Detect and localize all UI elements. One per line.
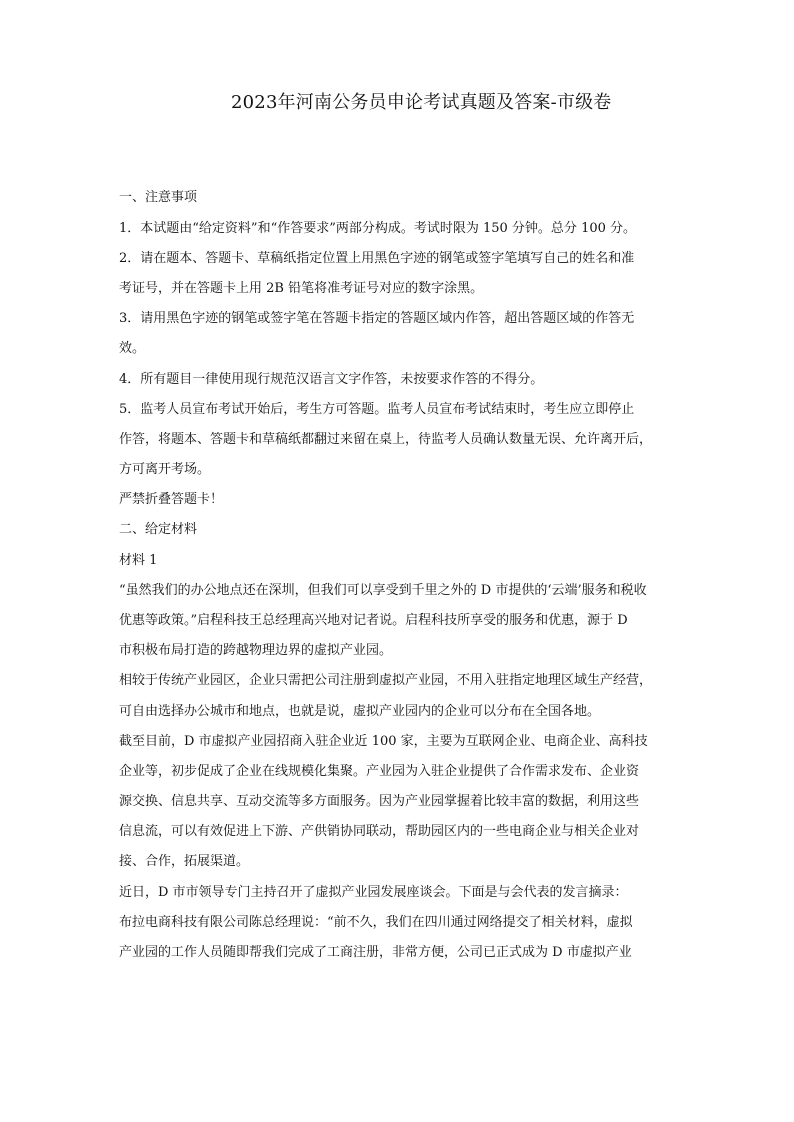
paragraph-line: 截至目前，D 市虚拟产业园招商入驻企业近 100 家，主要为互联网企业、电商企业、高科技 [119,734,648,749]
paragraph-line: 可自由选择办公城市和地点，也就是说，虚拟产业园内的企业可以分布在全国各地。 [119,704,601,719]
paragraph-line: 相较于传统产业园区，企业只需把公司注册到虚拟产业园，不用入驻指定地理区域生产经营， [119,673,653,688]
paragraph-line: 接、合作，拓展渠道。 [119,854,250,869]
paragraph-line: “虽然我们的办公地点还在深圳，但我们可以享受到千里之外的 D 市提供的‘云端’服务和税收 [119,583,647,598]
document-title: 2023年河南公务员申论考试真题及答案-市级卷 [231,92,612,113]
warning-text: 严禁折叠答题卡！ [119,492,224,507]
note-item-3-cont: 效。 [119,341,146,356]
note-item-5-cont-1: 作答，将题本、答题卡和草稿纸都翻过来留在桌上，待监考人员确认数量无误、允许离开后， [119,432,653,447]
paragraph-line: 优惠等政策。”启程科技王总经理高兴地对记者说。启程科技所享受的服务和优惠，源于 D [119,613,628,628]
paragraph-line: 企业等，初步促成了企业在线规模化集聚。产业园为入驻企业提供了合作需求发布、企业资 [119,764,640,779]
note-item-5: 5．监考人员宣布考试开始后，考生方可答题。监考人员宣布考试结束时，考生应立即停止 [119,402,635,417]
note-item-2-cont: 考证号，并在答题卡上用 2B 铅笔将准考证号对应的数字涂黑。 [119,281,484,296]
paragraph-line: 近日，D 市市领导专门主持召开了虚拟产业园发展座谈会。下面是与会代表的发言摘录： [119,885,628,900]
section-heading-materials: 二、给定材料 [119,522,198,537]
paragraph-line: 源交换、信息共享、互动交流等多方面服务。因为产业园掌握着比较丰富的数据，利用这些 [119,794,640,809]
paragraph-line: 产业园的工作人员随即帮我们完成了工商注册，非常方便，公司已正式成为 D 市虚拟产业 [119,945,632,960]
material-heading-1: 材料 1 [119,553,158,568]
section-heading-notes: 一、注意事项 [119,190,198,205]
note-item-1: 1．本试题由“给定资料”和“作答要求”两部分构成。考试时限为 150 分钟。总分 100 分。 [119,221,637,236]
note-item-2: 2．请在题本、答题卡、草稿纸指定位置上用黑色字迹的钢笔或签字笔填写自己的姓名和准 [119,251,635,266]
paragraph-line: 信息流，可以有效促进上下游、产供销协同联动，帮助园区内的一些电商企业与相关企业对 [119,824,640,839]
paragraph-line: 布拉电商科技有限公司陈总经理说：“前不久，我们在四川通过网络提交了相关材料，虚拟 [119,915,633,930]
note-item-5-cont-2: 方可离开考场。 [119,462,211,477]
note-item-3: 3．请用黑色字迹的钢笔或签字笔在答题卡指定的答题区域内作答，超出答题区域的作答无 [119,311,635,326]
paragraph-line: 市积极布局打造的跨越物理边界的虚拟产业园。 [119,643,393,658]
note-item-4: 4．所有题目一律使用现行规范汉语言文字作答，未按要求作答的不得分。 [119,372,544,387]
